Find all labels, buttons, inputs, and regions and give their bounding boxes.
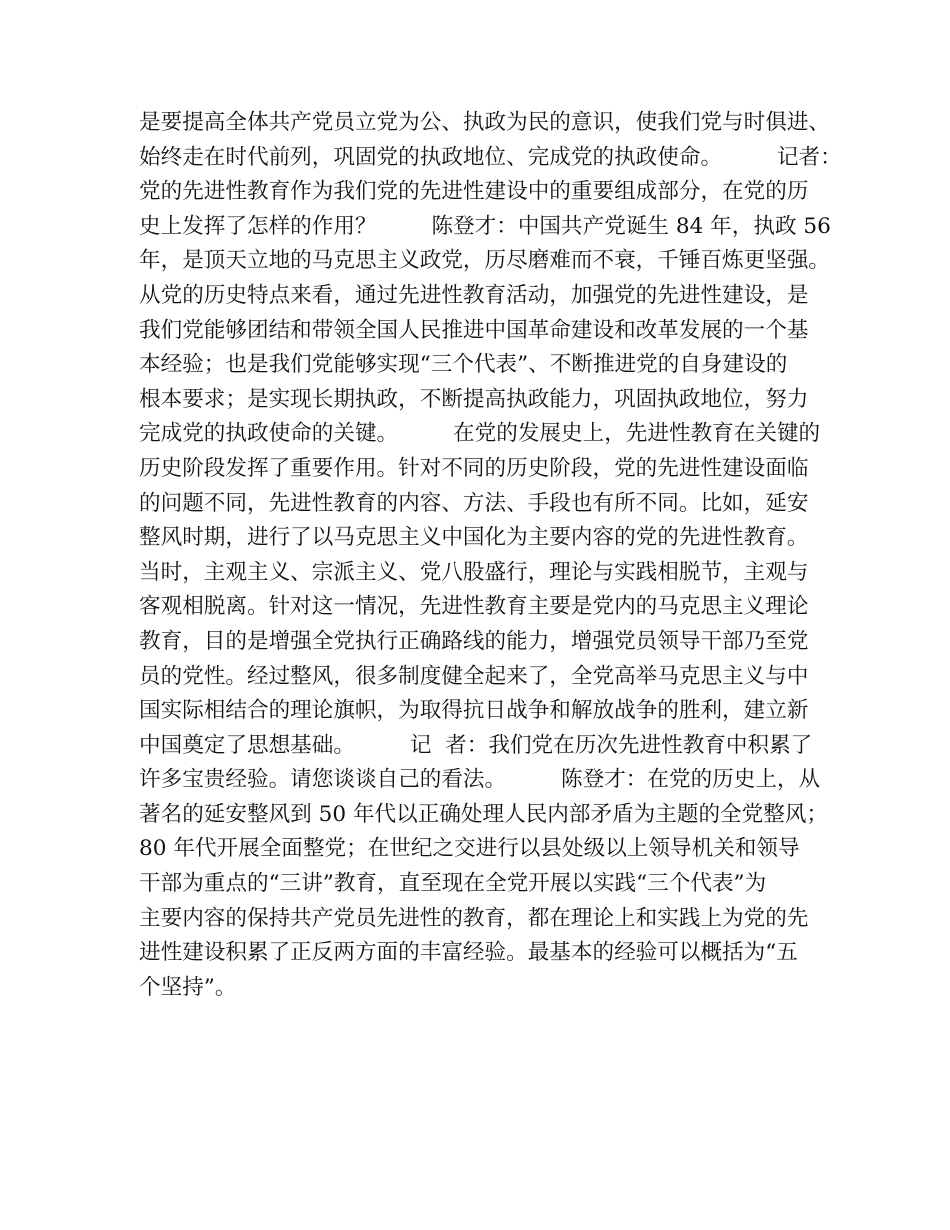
- text-line: 干部为重点的“三讲”教育，直至现在全党开展以实践“三个代表”为: [139, 871, 767, 897]
- text-line: 年，是顶天立地的马克思主义政党，历尽磨难而不衰，千锤百炼更坚强。: [139, 248, 831, 274]
- text-line: 党的先进性教育作为我们党的先进性建设中的重要组成部分，在党的历: [139, 179, 809, 205]
- text-line: 著名的延安整风到 50 年代以正确处理人民内部矛盾为主题的全党整风；: [139, 801, 829, 827]
- text-line: 许多宝贵经验。请您谈谈自己的看法。 陈登才：在党的历史上，从: [139, 767, 821, 793]
- text-line: 员的党性。经过整风，很多制度健全起来了，全党高举马克思主义与中: [139, 663, 809, 689]
- text-line: 80 年代开展全面整党；在世纪之交进行以县处级以上领导机关和领导: [139, 836, 800, 862]
- text-line: 始终走在时代前列，巩固党的执政地位、完成党的执政使命。 记者：: [139, 144, 842, 170]
- text-line: 是要提高全体共产党员立党为公、执政为民的意识，使我们党与时俱进、: [139, 110, 831, 135]
- text-line: 从党的历史特点来看，通过先进性教育活动，加强党的先进性建设，是: [139, 282, 809, 308]
- text-line: 我们党能够团结和带领全国人民推进中国革命建设和改革发展的一个基: [139, 317, 809, 343]
- text-line: 根本要求；是实现长期执政，不断提高执政能力，巩固执政地位，努力: [139, 386, 809, 412]
- text-line: 教育，目的是增强全党执行正确路线的能力，增强党员领导干部乃至党: [139, 628, 809, 654]
- text-line: 主要内容的保持共产党员先进性的教育，都在理论上和实践上为党的先: [139, 905, 809, 931]
- text-line: 进性建设积累了正反两方面的丰富经验。最基本的经验可以概括为“五: [139, 940, 798, 966]
- text-line: 国实际相结合的理论旗帜，为取得抗日战争和解放战争的胜利，建立新: [139, 698, 809, 724]
- text-line: 的问题不同，先进性教育的内容、方法、手段也有所不同。比如，延安: [139, 490, 809, 516]
- text-line: 历史阶段发挥了重要作用。针对不同的历史阶段，党的先进性建设面临: [139, 455, 809, 481]
- text-line: 个坚持”。: [139, 974, 237, 1000]
- text-line: 当时，主观主义、宗派主义、党八股盛行，理论与实践相脱节，主观与: [139, 559, 809, 585]
- text-line: 完成党的执政使命的关键。 在党的发展史上，先进性教育在关键的: [139, 421, 821, 447]
- text-line: 客观相脱离。针对这一情况，先进性教育主要是党内的马克思主义理论: [139, 594, 809, 620]
- text-line: 本经验；也是我们党能够实现“三个代表”、不断推进党的自身建设的: [139, 352, 788, 378]
- body-text: [139, 106, 842, 1005]
- text-line: 史上发挥了怎样的作用？ 陈登才：中国共产党诞生 84 年，执政 56: [139, 213, 831, 239]
- text-line: 中国奠定了思想基础。 记 者：我们党在历次先进性教育中积累了: [139, 732, 813, 758]
- text-line: 整风时期，进行了以马克思主义中国化为主要内容的党的先进性教育。: [139, 525, 809, 551]
